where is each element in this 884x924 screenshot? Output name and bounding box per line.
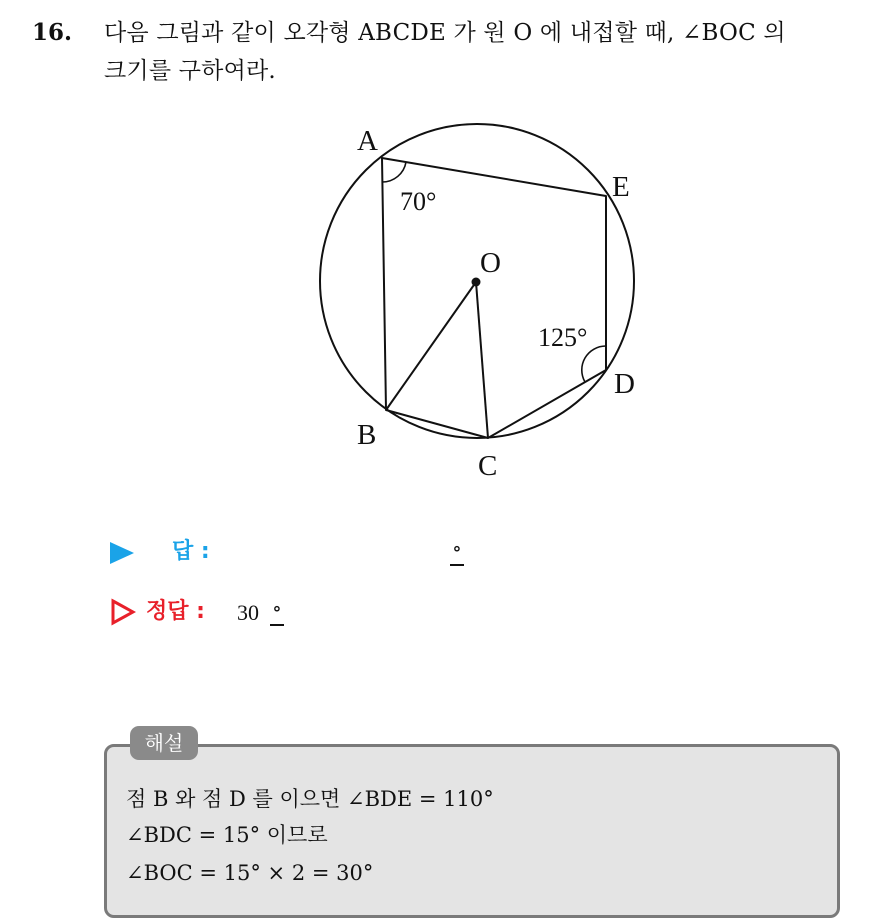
label-a: A [357, 125, 378, 157]
solution-line-3: ∠BOC = 15° × 2 = 30° [126, 861, 374, 885]
question-number: 16. [32, 19, 73, 46]
correct-answer-degree-unit: ∘ [270, 592, 284, 626]
correct-answer-row [110, 596, 610, 630]
segment-oc [476, 282, 488, 438]
label-e: E [612, 171, 630, 203]
label-c: C [478, 450, 498, 482]
label-b: B [357, 419, 377, 451]
label-d: D [614, 368, 635, 400]
angle-arc-a [382, 162, 406, 182]
play-triangle-icon [110, 542, 134, 564]
answer-degree-unit[interactable]: ∘ [450, 532, 464, 566]
angle-label-d: 125° [538, 323, 588, 352]
correct-answer-label: 정답 : [146, 599, 205, 624]
question-text-line2: 크기를 구하여라. [104, 58, 276, 84]
angle-label-a: 70° [400, 187, 437, 216]
label-o: O [480, 247, 501, 279]
answer-label: 답 : [172, 539, 210, 564]
outline-triangle-icon [110, 598, 136, 626]
correct-answer-value: 30 [237, 600, 259, 625]
segment-ob [386, 282, 476, 410]
solution-line-1: 점 B 와 점 D 를 이으면 ∠BDE = 110° [126, 787, 494, 811]
solution-tag: 해설 [130, 726, 198, 760]
question-text-line1: 다음 그림과 같이 오각형 ABCDE 가 원 O 에 내접할 때, ∠BOC 의 [104, 20, 786, 46]
answer-row [110, 536, 610, 570]
solution-line-2: ∠BDC = 15° 이므로 [126, 823, 328, 847]
